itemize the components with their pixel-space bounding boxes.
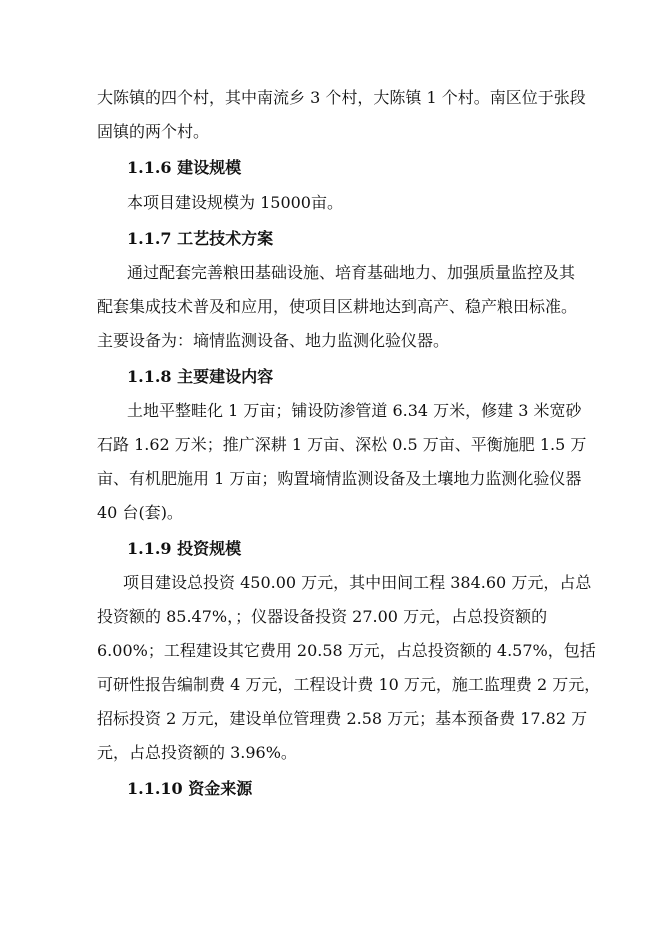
- paragraph-line: 项目建设总投资 450.00 万元，其中田间工程 384.60 万元，占总: [123, 573, 592, 592]
- paragraph-line: 土地平整畦化 1 万亩；铺设防渗管道 6.34 万米，修建 3 米宽砂: [127, 401, 582, 420]
- section-heading: 1.1.8 主要建设内容: [127, 367, 274, 386]
- paragraph-line: 6.00%；工程建设其它费用 20.58 万元，占总投资额的 4.57%，包括: [97, 641, 596, 660]
- section-heading: 1.1.6 建设规模: [127, 158, 242, 177]
- paragraph-line: 主要设备为：墒情监测设备、地力监测化验仪器。: [97, 331, 450, 350]
- paragraph-line: 亩、有机肥施用 1 万亩；购置墒情监测设备及土壤地力监测化验仪器: [97, 469, 582, 488]
- paragraph-line: 40 台(套)。: [97, 503, 183, 522]
- paragraph-line: 可研性报告编制费 4 万元，工程设计费 10 万元，施工监理费 2 万元，: [97, 675, 601, 694]
- paragraph-line: 通过配套完善粮田基础设施、培育基础地力、加强质量监控及其: [127, 263, 576, 282]
- section-heading: 1.1.7 工艺技术方案: [127, 229, 274, 248]
- paragraph-line: 石路 1.62 万米；推广深耕 1 万亩、深松 0.5 万亩、平衡施肥 1.5 万: [97, 435, 587, 454]
- paragraph-line: 本项目建设规模为 15000亩。: [127, 193, 343, 212]
- section-heading: 1.1.9 投资规模: [127, 539, 242, 558]
- paragraph-line: 元，占总投资额的 3.96%。: [97, 743, 297, 762]
- paragraph-line: 配套集成技术普及和应用，使项目区耕地达到高产、稳产粮田标准。: [97, 297, 578, 316]
- paragraph-line: 大陈镇的四个村，其中南流乡 3 个村，大陈镇 1 个村。南区位于张段: [97, 88, 586, 107]
- paragraph-line: 固镇的两个村。: [97, 122, 210, 141]
- paragraph-line: 投资额的 85.47%，；仪器设备投资 27.00 万元，占总投资额的: [97, 607, 548, 626]
- paragraph-line: 招标投资 2 万元，建设单位管理费 2.58 万元；基本预备费 17.82 万: [97, 709, 588, 728]
- section-heading: 1.1.10 资金来源: [127, 779, 253, 798]
